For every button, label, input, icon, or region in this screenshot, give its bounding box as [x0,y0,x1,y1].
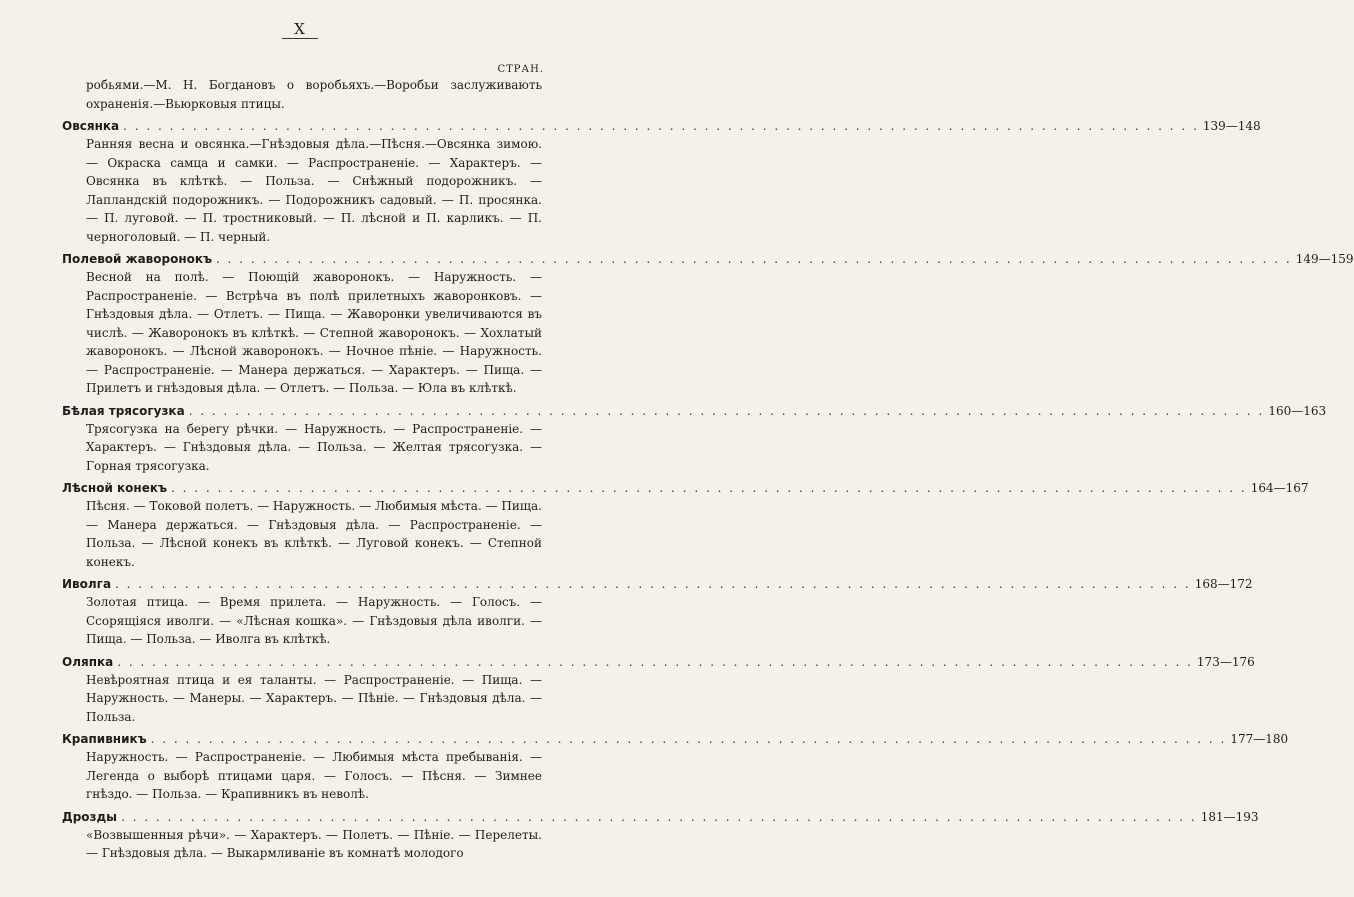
page-range: 181—193 [1200,809,1259,824]
toc-entry-heading [62,730,1289,748]
entry-text: Трясогузка на берегу рѣчки. — Наружность. — Распространеніе. — Характеръ. — Гнѣздовыя дѣла. — Польза. — Желтая трясогузка. — Горная трясогузка. [86,421,542,473]
chapter-title: Иволга [62,577,112,591]
dot-leader: . . . . . . . . . . . . . . . . . . . . . . . . . . . . . . . . . . . . . . . . . . . . . . . . . . . . . . . . . . . . . . . . . . . . . . . . . . . . . . . . . . . . . . . . . . . . . [171,481,1247,495]
dot-leader: . . . . . . . . . . . . . . . . . . . . . . . . . . . . . . . . . . . . . . . . . . . . . . . . . . . . . . . . . . . . . . . . . . . . . . . . . . . . . . . . . . . . . . . . . . . . . [121,809,1197,824]
chapter-title: Полевой жаворонокъ [62,252,213,266]
pages-column-header: СТРАН. [497,64,544,75]
entry-text: Невѣроятная птица и ея таланты. — Распространеніе. — Пища. — Наружность. — Манеры. — Характеръ. — Пѣніе. — Гнѣздовыя дѣла. — Польза. [86,672,542,724]
toc-entry-heading [62,117,1261,135]
toc-entry [62,808,1259,863]
toc-entry [62,575,1253,649]
entry-text: робьями.—М. Н. Богдановъ о воробьяхъ.—Воробьи заслуживають охраненія.—Вьюрковыя птицы. [86,78,542,111]
dot-leader: . . . . . . . . . . . . . . . . . . . . . . . . . . . . . . . . . . . . . . . . . . . . . . . . . . . . . . . . . . . . . . . . . . . . . . . . . . . . . . . . . . . . . . . . . . . . . [188,403,1265,418]
toc-entry-heading [62,808,1259,826]
page-range: 160—163 [1268,403,1327,418]
table-of-contents [62,76,1354,867]
dot-leader: . . . . . . . . . . . . . . . . . . . . . . . . . . . . . . . . . . . . . . . . . . . . . . . . . . . . . . . . . . . . . . . . . . . . . . . . . . . . . . . . . . . . . . . . . . . . . [115,577,1191,591]
page-range: 139—148 [1202,119,1261,133]
page-number-rule [282,38,318,39]
entry-text: Золотая птица. — Время прилета. — Наружность. — Голосъ. — Ссорящіяся иволги. — «Лѣсная кошка». — Гнѣздовыя дѣла иволги. — Пища. — Польза. — Иволга въ клѣткѣ. [86,595,542,646]
dot-leader: . . . . . . . . . . . . . . . . . . . . . . . . . . . . . . . . . . . . . . . . . . . . . . . . . . . . . . . . . . . . . . . . . . . . . . . . . . . . . . . . . . . . . . . . . . . . . [117,654,1193,669]
chapter-title: Оляпка [62,654,114,669]
entry-text: Пѣсня. — Токовой полетъ. — Наружность. — Любимыя мѣста. — Пища. — Манера держаться. — Гнѣздовыя дѣла. — Распространеніе. — Польза. — Лѣсной конекъ въ клѣткѣ. — Луговой конекъ. — Степной конекъ. [86,499,542,569]
chapter-title: Дрозды [62,809,118,824]
page-range: 164—167 [1250,481,1309,495]
page-number: X [294,20,306,38]
dot-leader: . . . . . . . . . . . . . . . . . . . . . . . . . . . . . . . . . . . . . . . . . . . . . . . . . . . . . . . . . . . . . . . . . . . . . . . . . . . . . . . . . . . . . . . . . . . . . [216,252,1292,266]
entry-text: Наружность. — Распространеніе. — Любимыя мѣста пребыванія. — Легенда о выборѣ птицами царя. — Голосъ. — Пѣсня. — Зимнее гнѣздо. — Польза. — Крапивникъ въ неволѣ. [86,750,542,801]
chapter-title: Бѣлая трясогузка [62,403,185,418]
chapter-title: Крапивникъ [62,732,147,746]
toc-entry-heading [62,575,1253,593]
continued-entry [62,76,542,113]
page-range: 149—159 [1295,252,1354,266]
dot-leader: . . . . . . . . . . . . . . . . . . . . . . . . . . . . . . . . . . . . . . . . . . . . . . . . . . . . . . . . . . . . . . . . . . . . . . . . . . . . . . . . . . . . . . . . . . . . . [123,119,1199,133]
entry-text: «Возвышенныя рѣчи». — Характеръ. — Полетъ. — Пѣніе. — Перелеты. — Гнѣздовыя дѣла. — Выкармливаніе въ комнатѣ молодого [86,827,542,860]
entry-text: Весной на полѣ. — Поющій жаворонокъ. — Наружность. — Распространеніе. — Встрѣча въ полѣ прилетныхъ жаворонковъ. — Гнѣздовыя дѣла. — Отлетъ. — Пища. — Жаворонки увеличиваются въ числѣ. — Жаворонокъ въ клѣткѣ. — Степной жаворонокъ. — Хохлатый жаворонокъ. — Лѣсной жаворонокъ. — Ночное пѣніе. — Наружность. — Распространеніе. — Манера держаться. — Характеръ. — Пища. — Прилетъ и гнѣздовыя дѣла. — Отлетъ. — Польза. — Юла въ клѣткѣ. [86,270,542,395]
toc-entry [62,117,1261,246]
page-range: 173—176 [1196,654,1255,669]
page-range: 177—180 [1230,732,1289,746]
toc-entry-heading [62,479,1309,497]
toc-entry-heading [62,653,1255,671]
page-range: 168—172 [1194,577,1253,591]
toc-entry-heading [62,250,1354,268]
chapter-title: Овсянка [62,119,120,133]
toc-entry [62,479,1309,571]
chapter-title: Лѣсной конекъ [62,481,168,495]
entry-text: Ранняя весна и овсянка.—Гнѣздовыя дѣла.—Пѣсня.—Овсянка зимою. — Окраска самца и самки. — Распространеніе. — Характеръ. — Овсянка въ клѣткѣ. — Польза. — Снѣжный подорожникъ. — Лапландскій подорожникъ. — Подорожникъ садовый. — П. просянка. — П. луговой. — П. тростниковый. — П. лѣсной и П. карликъ. — П. черноголовый. — П. черный. [86,137,542,244]
toc-entry [62,653,1255,727]
toc-entry-heading [62,402,1327,420]
toc-entry [62,402,1327,476]
dot-leader: . . . . . . . . . . . . . . . . . . . . . . . . . . . . . . . . . . . . . . . . . . . . . . . . . . . . . . . . . . . . . . . . . . . . . . . . . . . . . . . . . . . . . . . . . . . . . [150,732,1227,746]
toc-entry [62,730,1289,804]
toc-entry [62,250,1354,398]
